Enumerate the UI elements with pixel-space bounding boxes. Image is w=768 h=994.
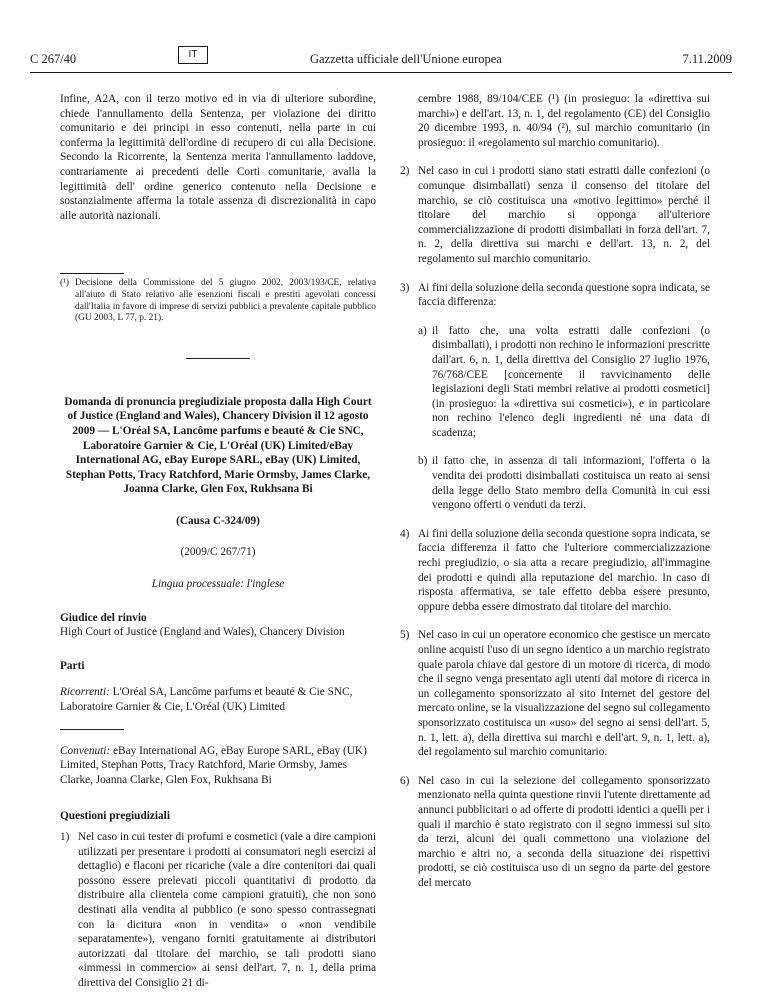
parties-heading: Parti (60, 659, 85, 672)
question-text: Nel caso in cui i prodotti siano stati estratti dalle confezioni (o comunque disimballati) senza il consenso del titolare del marchio, se ciò costituisca una «motivo legittimo» perché il titolare del marchio si opponga all'ulteriore commercializzazione di prodotti disimballati in forza dell'art. 7, n. 2, della direttiva sui marchi e dell'art. 13, n. 2, del regolamento sul marchio comunitario. (418, 165, 710, 265)
question-5 (400, 628, 710, 759)
journal-title: Gazzetta ufficiale dell'Unione europea (310, 52, 502, 66)
question-text: cembre 1988, 89/104/CEE (¹) (in prosieguo: la «direttiva sui marchi») e dell'art. 13, n. 1, del regolamento (CE) del Consiglio 20 dicembre 1993, n. 40/94 (²), sul marchio comunitario (in prosieguo: il «regolamento sul marchio comunitario). (418, 93, 710, 149)
question-1-continued (400, 92, 710, 150)
question-number: 6) (400, 774, 410, 787)
question-3 (400, 281, 710, 310)
question-text: Nel caso in cui tester di profumi e cosmetici (vale a dire campioni utilizzati per presentare i prodotti ai consumatori negli esercizi al dettaglio) e flaconi per ricariche (vale a dire contenitori dai quali possono essere prelevati piccoli quantitativi di prodotto da distribuire alla clientela come campioni gratuiti), che non sono destinati alla vendita al pubblico (e sono spesso contrassegnati con la dicitura «non in vendita» o «non vendibile separatamente»), vengano forniti gratuitamente ai distributori autorizzati dal titolare del marchio, se tali prodotti siano «immessi in commercio» ai sensi dell'art. 7, n. 1, della prima direttiva del Consiglio 21 di- (78, 831, 377, 989)
subquestion-letter: b) (418, 455, 428, 468)
publication-date: 7.11.2009 (682, 52, 732, 66)
left-column (60, 92, 376, 991)
case-title: Domanda di pronuncia pregiudiziale proposta dalla High Court of Justice (England and Wales), Chancery Division il 12 agosto 2009 — L'Oréal SA, Lancôme parfums e beauté & Cie SNC, Laboratoire Garnier & Cie, L'Oréal (UK) Limited/eBay International AG, eBay Europe SARL, eBay (UK) Limited, Stephan Potts, Tracy Ratchford, Marie Ormsby, James Clarke, Joanna Clarke, Glen Fox, Rukhsana Bi (64, 395, 372, 496)
footnote (60, 278, 376, 324)
question-text: Nel caso in cui un operatore economico che gestisce un mercato online acquisti l'uso di un segno identico a un marchio registrato quale parola chiave dal gestore di un motore di ricerca, di modo che il segno venga presentato agli utenti dal motore di ricerca in un collegamento sponsorizzato al sito Internet del gestore del mercato online, se la visualizzazione del segno sul collegamento sponsorizzato costituisca un «uso» del segno ai sensi dell'art. 5, n. 1, lett. a), della direttiva sui marchi e dell'art. 9, n. 1, lett. a), del regolamento sul marchio comunitario. (418, 629, 710, 759)
court-name: High Court of Justice (England and Wales), Chancery Division (60, 626, 345, 639)
court-heading: Giudice del rinvio (60, 611, 147, 624)
footnote-mark: (¹) (60, 278, 70, 289)
question-2 (400, 164, 710, 266)
parties-divider (60, 729, 124, 730)
subquestion-text: il fatto che, in assenza di tali informazioni, l'offerta o la vendita dei prodotti disimballati costituisca un reato ai sensi della legge dello Stato membro della Comunità in cui essi vengono offerti o venduti da terzi. (432, 455, 710, 512)
page-header (30, 49, 732, 72)
question-text: Ai fini della soluzione della seconda questione sopra indicata, se faccia differenza il fatto che l'ulteriore commercializzazione rechi pregiudizio, o sia atta a recare pregiudizio, all'immagine dei prodotti e quindi alla reputazione del marchio. In caso di risposta affermativa, se tale effetto debba essere presunto, oppure debba essere dimostrato dal titolare del marchio. (418, 527, 710, 613)
question-text: Nel caso in cui la selezione del collegamento sponsorizzato menzionato nella quinta questione rinvii l'utente direttamente ad annunci pubblicitari o ad offerte di prodotti identici a quelli per i quali il marchio è stato registrato con il segno immessi sul sito da terzi, alcuni dei quali commettono una violazione del marchio e altri no, a seconda della situazione dei rispettivi prodotti, se ciò costituisca uso di un segno da parte del gestore del mercato (418, 774, 710, 889)
right-column (400, 92, 710, 891)
subquestion-text: il fatto che, una volta estratti dalle confezioni (o disimballati), i prodotti non rechino le informazioni prescritte dall'art. 6, n. 1, della direttiva del Consiglio 27 luglio 1976, 76/768/CEE [concernente il ravvicinamento delle legislazioni degli Stati membri relative ai prodotti cosmetici] (in prosieguo: la «direttiva sui cosmetici»), e in particolare non rechino l'elenco degli ingredienti né una data di scadenza; (432, 324, 710, 439)
section-divider (186, 358, 250, 359)
intro-paragraph: Infine, A2A, con il terzo motivo ed in via di ulteriore subordine, chiede l'annullamento della Sentenza, per violazione dei diritto comunitario e dei principi in esso contenuti, nella parte in cui conferma la legittimità dell'ordine di recupero di cui alla Decisione. Secondo la Ricorrente, la Sentenza merita l'annullamento laddove, contrariamente ai precedenti delle Corti comunitarie, avalla la legittimità dell' ordine generico contenuto nella Decisione e sostanzialmente afferma la totale assenza di discrezionalità in capo alle autorità nazionali. (60, 93, 376, 222)
page-reference: C 267/40 (30, 52, 77, 66)
footnote-text: Decisione della Commissione del 5 giugno 2002, 2003/193/CE, relativa all'aiuto di Stato relativo alle esenzioni fiscali e prestiti agevolati concessi dall'Italia in favore di imprese di servizi pubblici a prevalente capitale pubblico (GU 2003, L 77, p. 21). (75, 278, 376, 324)
case-number: (Causa C-324/09) (176, 514, 260, 527)
claimants-label: Ricorrenti: (60, 686, 110, 699)
procedure-language: Lingua processuale: l'inglese (151, 578, 285, 591)
claimants-text: L'Oréal SA, Lancôme parfums et beauté & Cie SNC, Laboratoire Garnier & Cie, L'Oréal (UK) Limited (60, 686, 353, 714)
defendants-label: Convenuti: (60, 744, 111, 757)
question-6 (400, 774, 710, 891)
question-text: Ai fini della soluzione della seconda questione sopra indicata, se faccia differenza: (418, 281, 710, 309)
defendants-text: eBay International AG, eBay Europe SARL, eBay (UK) Limited, Stephan Potts, Tracy Ratchford, Marie Ormsby, James Clarke, Joanna Clarke, Glen Fox, Rukhsana Bi (60, 744, 367, 786)
question-3b (418, 454, 710, 512)
question-number: 3) (400, 281, 410, 294)
footnote-divider (60, 273, 124, 274)
defendants (60, 744, 376, 788)
language-badge: IT (178, 46, 208, 64)
claimants (60, 685, 376, 714)
question-3a (418, 324, 710, 441)
question-number: 1) (60, 831, 70, 843)
question-number: 2) (400, 165, 410, 178)
subquestion-letter: a) (418, 324, 427, 337)
header-divider (30, 72, 732, 73)
questions-heading: Questioni pregiudiziali (60, 810, 170, 823)
question-1 (60, 830, 376, 991)
question-number: 4) (400, 527, 410, 540)
question-number: 5) (400, 629, 410, 642)
case-reference: (2009/C 267/71) (180, 546, 256, 559)
question-4 (400, 527, 710, 615)
